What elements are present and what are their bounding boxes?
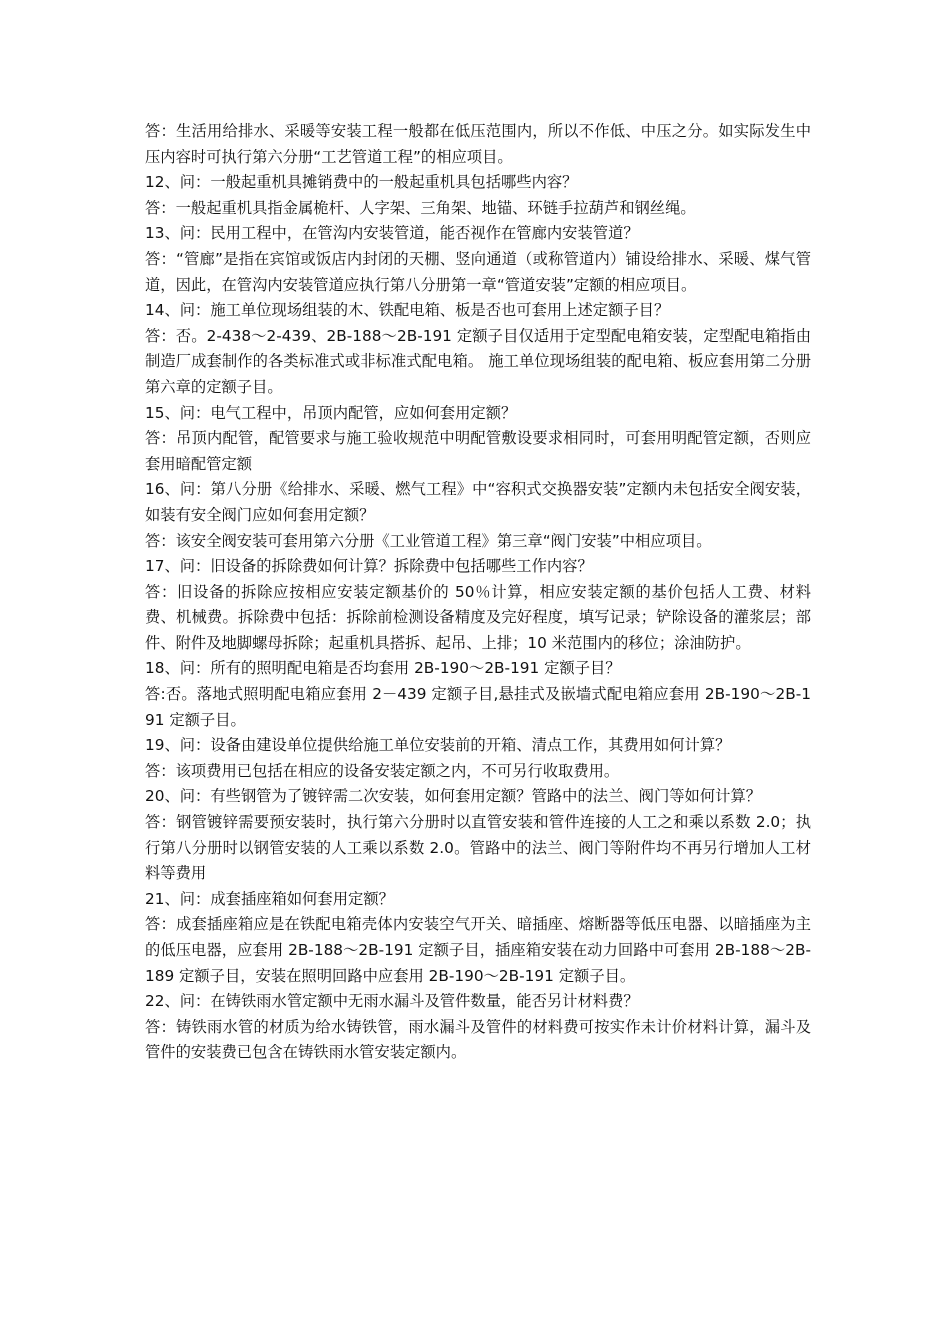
question-20: 20、问：有些钢管为了镀锌需二次安装，如何套用定额？管路中的法兰、阀门等如何计算？ — [145, 787, 762, 806]
answer-13: 答：“管廊”是指在宾馆或饭店内封闭的天棚、竖向通道（或称管道内）铺设给排水、采暖、煤气管道，因此，在管沟内安装管道应执行第八分册第一章“管道安装”定额的相应项目。 — [145, 249, 811, 294]
question-19: 19、问：设备由建设单位提供给施工单位安装前的开箱、清点工作，其费用如何计算？ — [145, 736, 731, 755]
answer-20: 答：钢管镀锌需要预安装时，执行第六分册时以直管安装和管件连接的人工之和乘以系数 2.0；执行第八分册时以钢管安装的人工乘以系数 2.0。管路中的法兰、阀门等附件均不再另行增加人工材料等费用 — [145, 813, 811, 883]
question-16: 16、问：第八分册《给排水、采暖、燃气工程》中“容积式交换器安装”定额内未包括安全阀安装，如装有安全阀门应如何套用定额？ — [145, 480, 811, 524]
answer-12: 答：一般起重机具指金属桅杆、人字架、三角架、地锚、环链手拉葫芦和钢丝绳。 — [145, 198, 696, 217]
answer-16: 答：该安全阀安装可套用第六分册《工业管道工程》第三章“阀门安装”中相应项目。 — [145, 531, 712, 550]
question-14: 14、问：施工单位现场组装的木、铁配电箱、板是否也可套用上述定额子目？ — [145, 301, 670, 320]
question-13: 13、问：民用工程中，在管沟内安装管道，能否视作在管廊内安装管道？ — [145, 224, 639, 243]
question-12: 12、问：一般起重机具摊销费中的一般起重机具包括哪些内容？ — [145, 173, 578, 192]
question-22: 22、问：在铸铁雨水管定额中无雨水漏斗及管件数量，能否另计材料费？ — [145, 992, 639, 1011]
answer-15: 答：吊顶内配管，配管要求与施工验收规范中明配管敷设要求相同时，可套用明配管定额，否则应套用暗配管定额 — [145, 429, 811, 473]
document-body — [145, 119, 811, 1066]
question-15: 15、问：电气工程中，吊顶内配管，应如何套用定额？ — [145, 403, 517, 422]
question-21: 21、问：成套插座箱如何套用定额？ — [145, 889, 394, 908]
answer-21: 答：成套插座箱应是在铁配电箱壳体内安装空气开关、暗插座、熔断器等低压电器、以暗插座为主的低压电器，应套用 2B-188～2B-191 定额子目，插座箱安装在动力回路中可套用 2B-188～2B-189 定额子目，安装在照明回路中应套用 2B-190～2B-191 定额子目。 — [145, 915, 811, 985]
answer-17: 答：旧设备的拆除应按相应安装定额基价的 50％计算，相应安装定额的基价包括人工费、材料费、机械费。拆除费中包括：拆除前检测设备精度及完好程度，填写记录；铲除设备的灌浆层；部件、附件及地脚螺母拆除；起重机具搭拆、起吊、上排；10 米范围内的移位；涂油防护。 — [145, 582, 811, 652]
question-18: 18、问：所有的照明配电箱是否均套用 2B-190～2B-191 定额子目？ — [145, 659, 621, 678]
answer-19: 答：该项费用已包括在相应的设备安装定额之内，不可另行收取费用。 — [145, 761, 620, 780]
answer-14: 答：否。2-438～2-439、2B-188～2B-191 定额子目仅适用于定型配电箱安装，定型配电箱指由制造厂成套制作的各类标准式或非标准式配电箱。 施工单位现场组装的配电箱、板应套用第二分册第六章的定额子目。 — [145, 326, 811, 396]
question-17: 17、问：旧设备的拆除费如何计算？拆除费中包括哪些工作内容？ — [145, 557, 593, 576]
answer-22: 答：铸铁雨水管的材质为给水铸铁管，雨水漏斗及管件的材料费可按实作未计价材料计算，漏斗及管件的安装费已包含在铸铁雨水管安装定额内。 — [145, 1017, 811, 1062]
answer-11: 答：生活用给排水、采暖等安装工程一般都在低压范围内，所以不作低、中压之分。如实际发生中压内容时可执行第六分册“工艺管道工程”的相应项目。 — [145, 122, 811, 166]
answer-18: 答:否。落地式照明配电箱应套用 2－439 定额子目,悬挂式及嵌墙式配电箱应套用 2B-190～2B-191 定额子目。 — [145, 685, 811, 729]
